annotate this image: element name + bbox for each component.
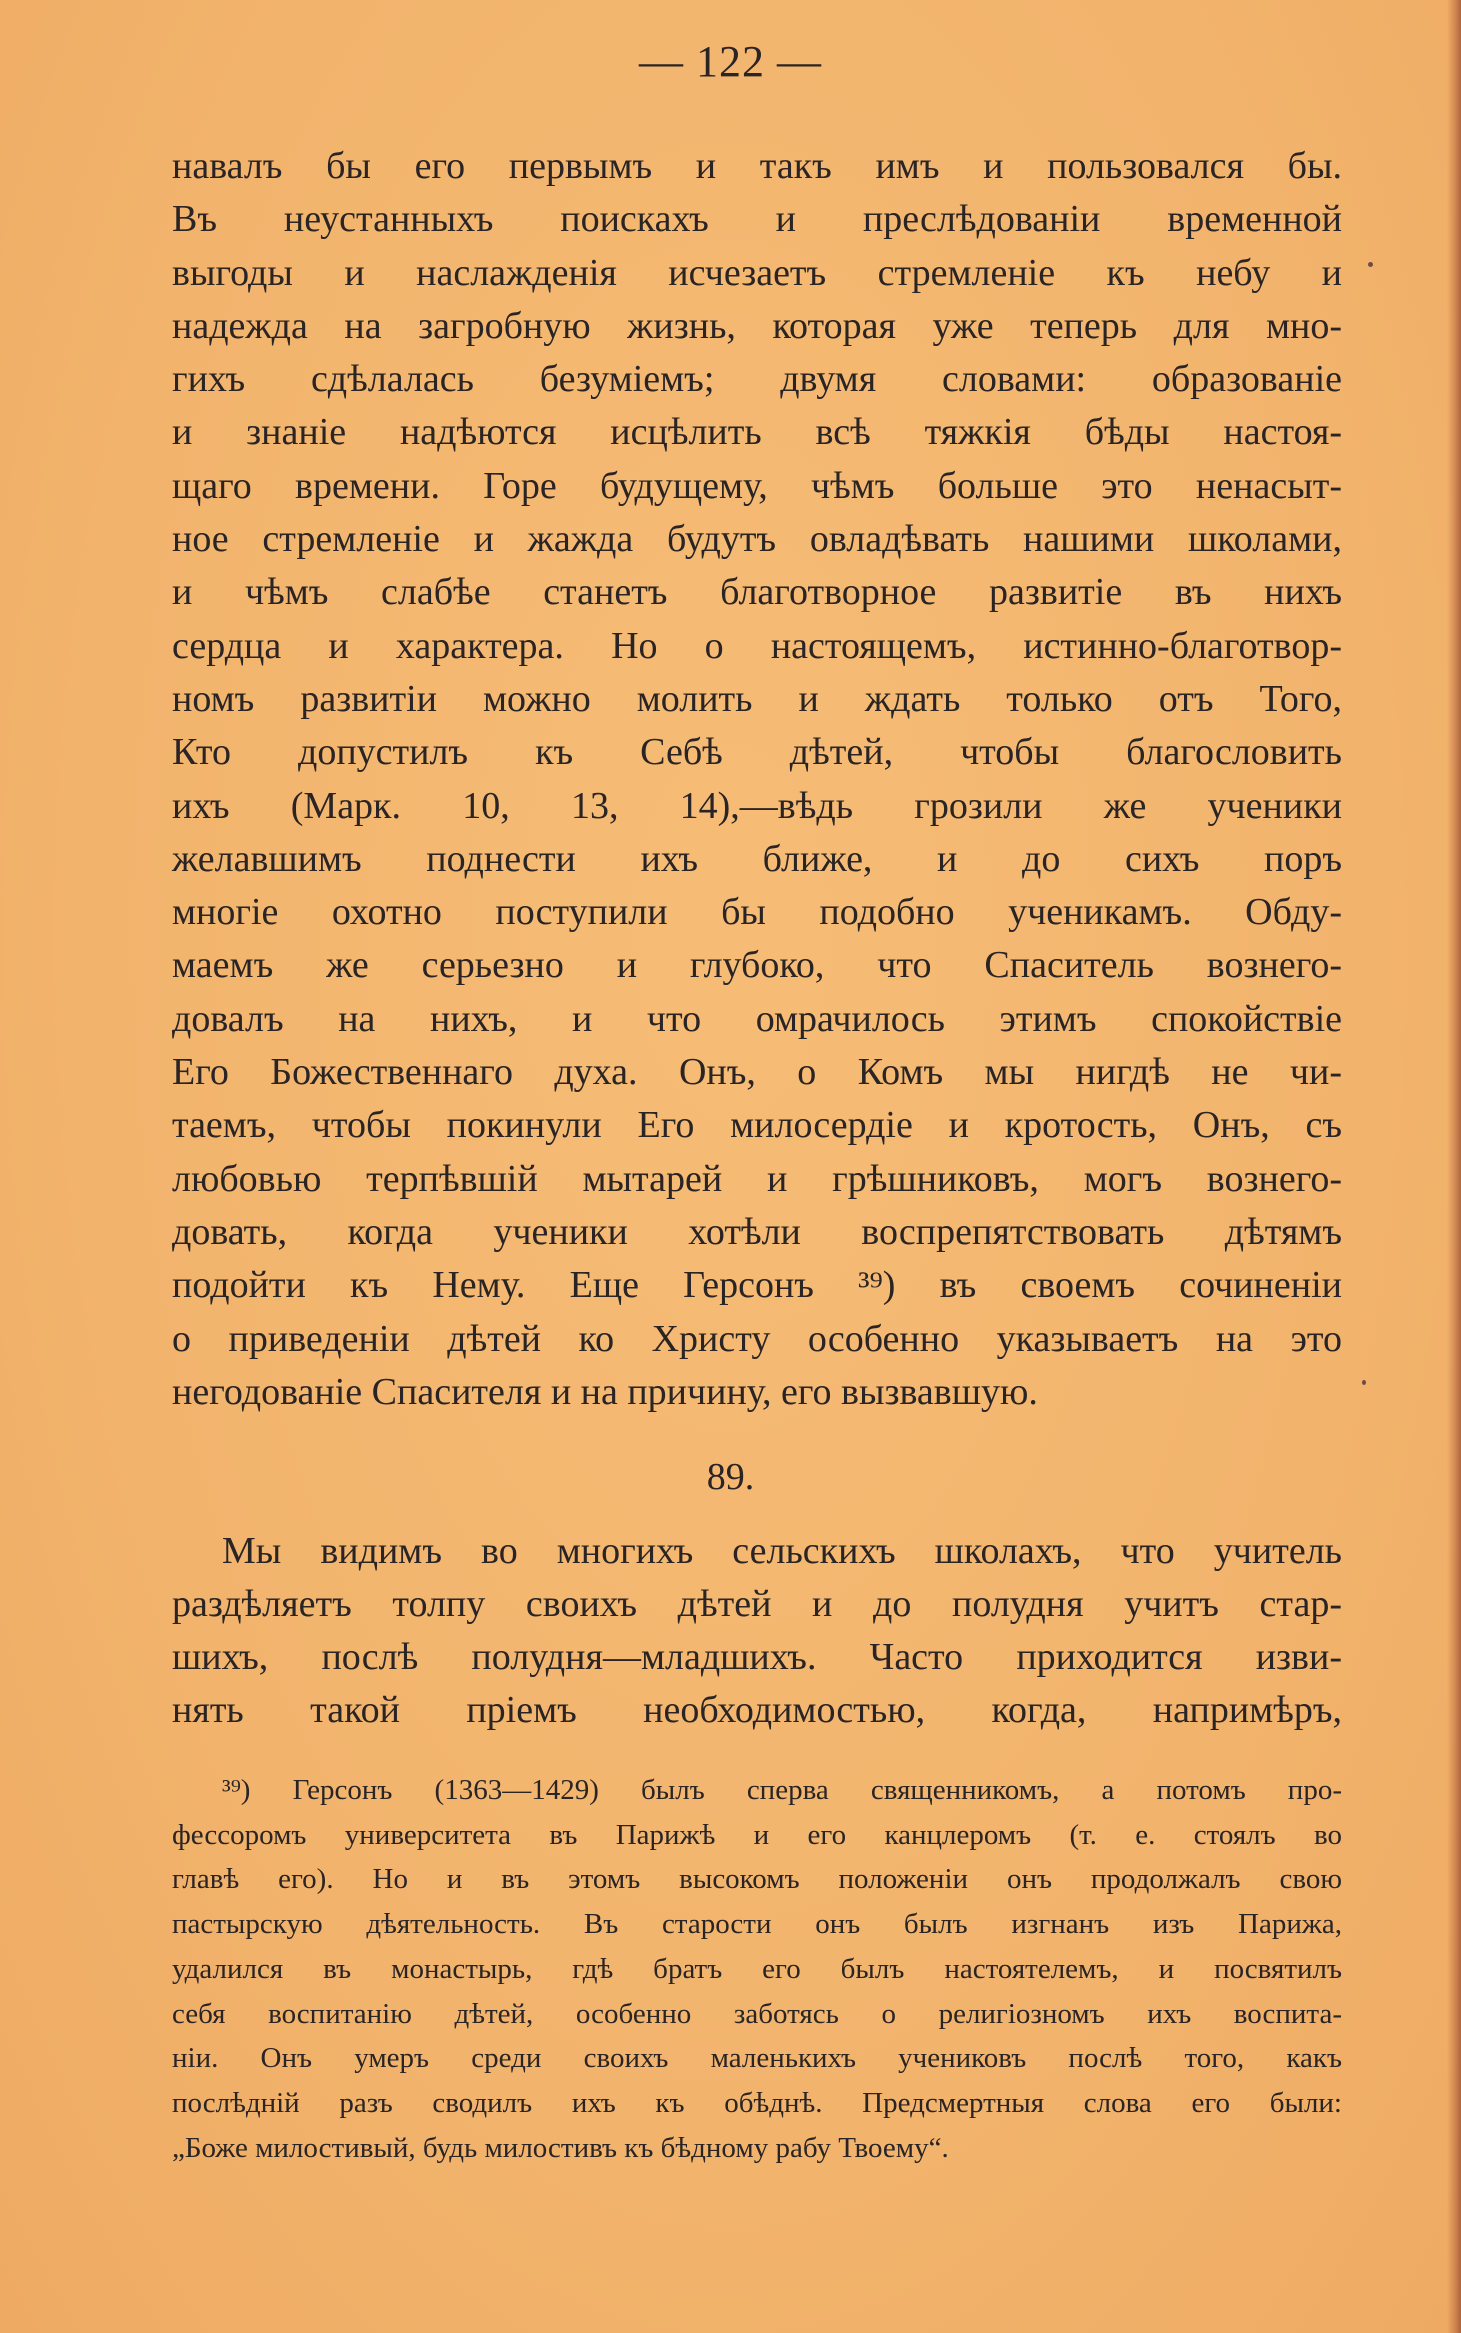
text-line: довалъ на нихъ, и что омрачилось этимъ спокойствіе [172,997,1342,1040]
text-line: и знаніе надѣются исцѣлить всѣ тяжкія бѣды настоя- [172,411,1342,454]
ink-speck [1368,262,1373,267]
text-line: надежда на загробную жизнь, которая уже теперь для мно- [172,304,1342,347]
text-line: подойти къ Нему. Еще Герсонъ ³⁹) въ своемъ сочиненіи [172,1264,1342,1307]
page-edge [1447,0,1461,2333]
footnote-line: удалился въ монастырь, гдѣ братъ его былъ настоятелемъ, и посвятилъ [172,1952,1342,1985]
text-line: Въ неустанныхъ поискахъ и преслѣдованіи временной [172,198,1342,241]
section-paragraph [172,1525,1342,1737]
footnote-line: „Боже милостивый, будь милостивъ къ бѣдному рабу Твоему“. [172,2131,949,2164]
text-line: гихъ сдѣлалась безуміемъ; двумя словами: образованіе [172,358,1342,401]
footnote-line: главѣ его). Но и въ этомъ высокомъ положеніи онъ продолжалъ свою [172,1863,1342,1896]
text-line: негодованіе Спасителя и на причину, его вызвавшую. [172,1370,1038,1413]
section-number: 89. [706,1456,755,1498]
text-line: навалъ бы его первымъ и такъ имъ и пользовался бы. [172,145,1342,187]
text-line: шихъ, послѣ полудня—младшихъ. Часто приходится изви- [172,1636,1342,1678]
main-paragraph [172,140,1342,1419]
text-line: маемъ же серьезно и глубоко, что Спаситель вознего- [172,944,1342,987]
text-line: многіе охотно поступили бы подобно ученикамъ. Обду- [172,891,1342,934]
text-line: любовью терпѣвшій мытарей и грѣшниковъ, могъ вознего- [172,1157,1342,1200]
text-line: желавшимъ поднести ихъ ближе, и до сихъ поръ [172,837,1342,880]
text-line: сердца и характера. Но о настоящемъ, истинно-благотвор- [172,624,1342,667]
text-line: выгоды и наслажденія исчезаетъ стремленіе къ небу и [172,251,1342,294]
text-line: нять такой пріемъ необходимостью, когда, напримѣръ, [172,1689,1342,1731]
footnote-line: фессоромъ университета въ Парижѣ и его канцлеромъ (т. е. стоялъ во [172,1818,1342,1851]
footnote-line: себя воспитанію дѣтей, особенно заботясь о религіозномъ ихъ воспита- [172,1997,1342,2030]
footnote-line: пастырскую дѣятельность. Въ старости онъ былъ изгнанъ изъ Парижа, [172,1908,1342,1941]
footnote-line: ніи. Онъ умеръ среди своихъ маленькихъ учениковъ послѣ того, какъ [172,2042,1342,2075]
footnote [172,1768,1342,2170]
text-line: Мы видимъ во многихъ сельскихъ школахъ, что учитель [222,1530,1342,1572]
text-line: таемъ, чтобы покинули Его милосердіе и кротость, Онъ, съ [172,1104,1342,1147]
ink-speck [1362,1380,1366,1385]
text-line: раздѣляетъ толпу своихъ дѣтей и до полудня учитъ стар- [172,1583,1342,1625]
text-line: ное стремленіе и жажда будутъ овладѣвать нашими школами, [172,518,1342,561]
text-line: ихъ (Марк. 10, 13, 14),—вѣдь грозили же ученики [172,784,1342,827]
footnote-line: ³⁹) Герсонъ (1363—1429) былъ сперва священникомъ, а потомъ про- [222,1774,1342,1806]
text-line: номъ развитіи можно молить и ждать только отъ Того, [172,677,1342,720]
text-line: о приведеніи дѣтей ко Христу особенно указываетъ на это [172,1317,1342,1360]
text-line: довать, когда ученики хотѣли воспрепятствовать дѣтямъ [172,1210,1342,1253]
footnote-line: послѣдній разъ сводилъ ихъ къ обѣднѣ. Предсмертныя слова его были: [172,2086,1342,2119]
text-line: и чѣмъ слабѣе станетъ благотворное развитіе въ нихъ [172,571,1342,614]
text-line: Кто допустилъ къ Себѣ дѣтей, чтобы благословить [172,731,1342,774]
text-line: щаго времени. Горе будущему, чѣмъ больше это ненасыт- [172,464,1342,507]
page-number: — 122 — [639,37,822,86]
text-line: Его Божественнаго духа. Онъ, о Комъ мы нигдѣ не чи- [172,1051,1342,1094]
